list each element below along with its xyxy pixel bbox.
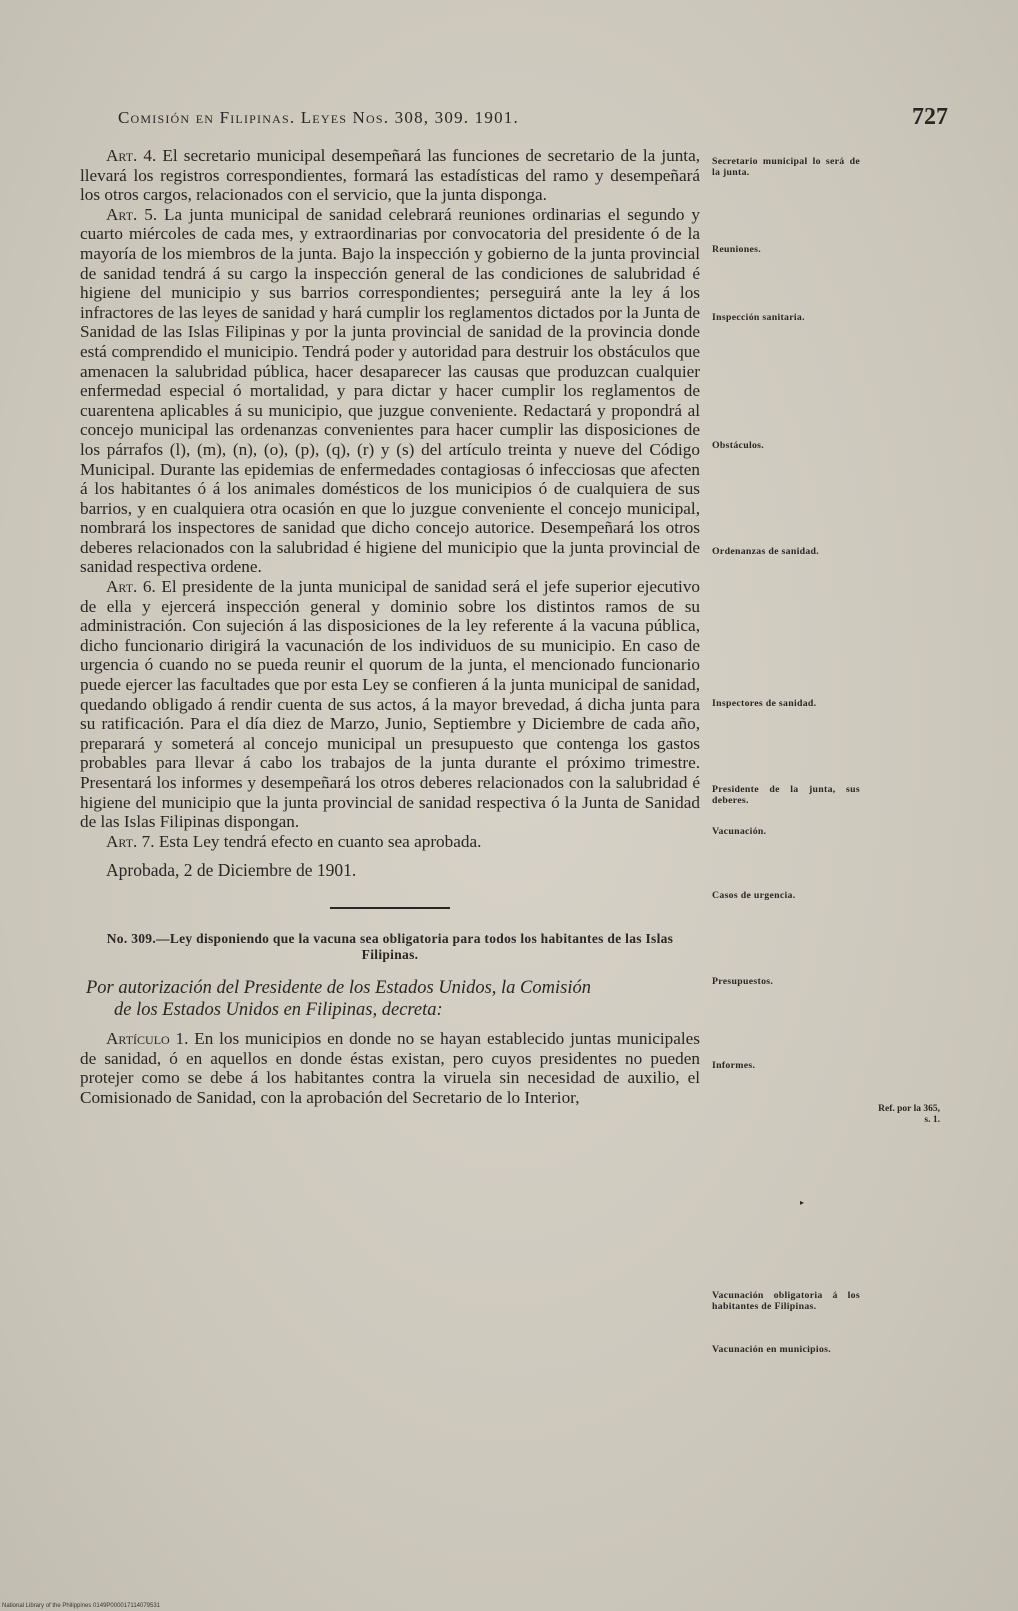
margin-note: Presidente de la junta, sus deberes. xyxy=(712,784,860,806)
article-text: El presidente de la junta municipal de sanidad será el jefe superior ejecutivo de ella y ejercerá inspección general y dominio sobre los distintos ramos de su administración. Con sujeción á las disposiciones de la ley referente á la vacuna pública, dicho funcionario dirigirá la vacunación de los individuos de su municipio. En caso de urgencia ó cuando no se pueda reunir el quorum de la junta, el mencionado funcionario puede ejercer las facultades que por esta Ley se confieren á la junta municipal de sanidad, quedando obligado á rendir cuenta de sus actos, á la mayor brevedad, á dicha junta para su ratificación. Para el día diez de Marzo, Junio, Septiembre y Diciembre de cada año, preparará y someterá al concejo municipal un presupuesto que contenga los gastos probables para llevar á cabo los trabajos de la junta durante el próximo trimestre. Presentará los informes y desempeñará los otros deberes relacionados con la salubridad é higiene del municipio que la junta provincial de sanidad respectiva ó la Junta de Sanidad de las Islas Filipinas dispongan. xyxy=(80,577,701,832)
enacting-line-2: de los Estados Unidos en Filipinas, decreta: xyxy=(114,999,443,1020)
main-text xyxy=(80,146,700,1107)
footer-credit: National Library of the Philippines 0149P000017114079531 xyxy=(2,1603,161,1609)
margin-note: Ordenanzas de sanidad. xyxy=(712,546,820,557)
margin-note: Inspectores de sanidad. xyxy=(712,698,817,709)
margin-note: Reuniones. xyxy=(712,244,761,255)
header-title: Comisión en Filipinas. Leyes Nos. 308, 309. 1901. xyxy=(118,108,519,127)
article-label: Art. 4. xyxy=(106,146,157,165)
margin-note: Presupuestos. xyxy=(712,976,774,987)
margin-note: Vacunación. xyxy=(712,826,767,837)
margin-note: Obstáculos. xyxy=(712,440,765,451)
article-1 xyxy=(80,1029,700,1107)
approval-date: Aprobada, 2 de Diciembre de 1901. xyxy=(106,860,357,881)
article-label: Art. 5. xyxy=(106,204,158,224)
margin-note: Vacunación en municipios. xyxy=(712,1344,832,1355)
law-title: No. 309.—Ley disponiendo que la vacuna sea obligatoria para todos los habitantes de las Islas Filipinas. xyxy=(106,930,674,962)
margin-note: Vacunación obligatoria á los habitantes de Filipinas. xyxy=(712,1290,860,1312)
margin-note: Casos de urgencia. xyxy=(712,890,796,901)
article-text: En los municipios en donde no se hayan establecido juntas municipales de sanidad, ó en aquellos en donde éstas existan, pero cuyos presidentes no pueden protejer como se debe á los habitantes contra la viruela sin necesidad de auxilio, el Comisionado de Sanidad, con la aprobación del Secretario de lo Interior, xyxy=(80,1028,700,1107)
reference-note: Ref. por la 365, s. 1. xyxy=(878,1104,940,1125)
margin-note: Inspección sanitaria. xyxy=(712,312,805,323)
enacting-line-1: Por autorización del Presidente de los Estados Unidos, la Comisión xyxy=(86,977,591,998)
enacting-clause xyxy=(80,977,700,1021)
article-6 xyxy=(80,577,700,832)
article-text: La junta municipal de sanidad celebrará reuniones ordinarias el segundo y cuarto miércoles de cada mes, y extraordinarias por convocatoria del presidente ó de la mayoría de los miembros de la junta. Bajo la inspección y gobierno de la junta provincial de sanidad tendrá á su cargo la inspección general de las condiciones de salubridad é higiene del municipio y sus barrios correspondientes; perseguirá ante la ley á los infractores de las leyes de sanidad y hará cumplir los reglamentos dictados por la Junta de Sanidad de las Islas Filipinas y por la junta provincial de sanidad de la provincia donde está comprendido el municipio. Tendrá poder y autoridad para destruir los obstáculos que amenacen la salubridad pública, hacer desaparecer las causas que produzcan cualquier enfermedad especial ó mortalidad, y para dictar y hacer cumplir los reglamentos de cuarentena aplicables á su municipio, que juzgue conveniente. Redactará y propondrá al concejo municipal las ordenanzas convenientes para hacer cumplir las disposiciones de los párrafos (l), (m), (n), (o), (p), (q), (r) y (s) del artículo treinta y nueve del Código Municipal. Durante las epidemias de enfermedades contagiosas ó infecciosas que afecten á los habitantes ó á los animales domésticos de los municipios ó de cualquiera de sus barrios, y en cualquiera otra ocasión en que lo juzgue conveniente el concejo municipal, nombrará los inspectores de sanidad que dicho concejo autorice. Desempeñará los otros deberes relacionados con la salubridad é higiene del municipio que la junta provincial de sanidad respectiva ordene. xyxy=(80,204,700,577)
article-5 xyxy=(80,205,700,577)
article-text: Esta Ley tendrá efecto en cuanto sea aprobada. xyxy=(154,831,482,851)
section-divider xyxy=(330,907,450,909)
ink-speck: ▸ xyxy=(800,1198,805,1207)
article-7 xyxy=(80,832,700,852)
article-label: Art. 7. xyxy=(106,831,155,851)
margin-note: Informes. xyxy=(712,1060,756,1071)
article-label: Art. 6. xyxy=(106,577,156,597)
article-label: Artículo 1. xyxy=(106,1028,189,1048)
page-number: 727 xyxy=(912,104,948,130)
margin-note: Secretario municipal lo será de la junta. xyxy=(712,156,860,178)
article-text: El secretario municipal desempeñará las funciones de secretario de la junta, llevará los registros correspondientes, formará las estadísticas del ramo y desempeñará los otros cargos, relacionados con el servicio, que la junta disponga. xyxy=(80,146,700,205)
running-header xyxy=(118,104,948,134)
article-4 xyxy=(80,146,700,205)
